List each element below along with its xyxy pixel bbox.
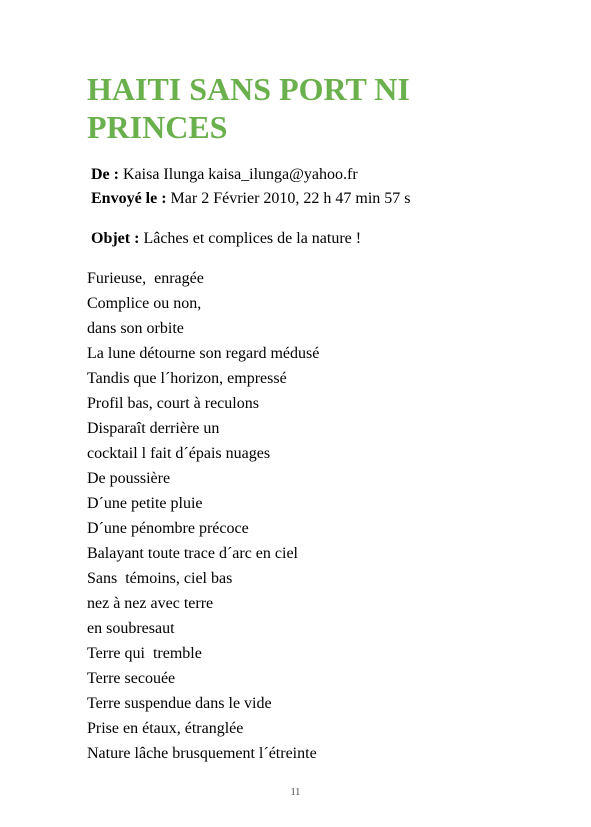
poem-line: Prise en étaux, étranglée xyxy=(87,720,244,737)
poem-line: D´une pénombre précoce xyxy=(87,520,249,537)
poem-line: Terre secouée xyxy=(87,670,176,687)
header-sent-row xyxy=(91,187,561,211)
from-value: Kaisa Ilunga kaisa_ilunga@yahoo.fr xyxy=(122,166,358,183)
page-title: HAITI SANS PORT NI PRINCES xyxy=(87,71,410,145)
poem-line: Furieuse, enragée xyxy=(87,270,204,287)
poem-line: Profil bas, court à reculons xyxy=(87,395,259,412)
poem-line: Terre qui tremble xyxy=(87,645,202,662)
poem-line: en soubresaut xyxy=(87,620,175,637)
poem-line: Complice ou non, xyxy=(87,295,202,312)
subject-value: Lâches et complices de la nature ! xyxy=(143,230,362,247)
poem-line: Sans témoins, ciel bas xyxy=(87,570,233,587)
poem-line: dans son orbite xyxy=(87,320,184,337)
header-from-row xyxy=(91,163,561,187)
poem-line: Terre suspendue dans le vide xyxy=(87,695,272,712)
subject-label: Objet : xyxy=(91,230,140,247)
poem-line: Balayant toute trace d´arc en ciel xyxy=(87,545,298,562)
page-number: 11 xyxy=(290,787,301,798)
email-header xyxy=(91,163,561,251)
sent-value: Mar 2 Février 2010, 22 h 47 min 57 s xyxy=(170,190,411,207)
poem-line: Nature lâche brusquement l´étreinte xyxy=(87,745,317,762)
poem-line: De poussière xyxy=(87,470,171,487)
poem-line: nez à nez avec terre xyxy=(87,595,214,612)
sent-label: Envoyé le : xyxy=(91,190,167,207)
poem-body xyxy=(87,266,547,766)
poem-line: cocktail l fait d´épais nuages xyxy=(87,445,271,462)
poem-line: Disparaît derrière un xyxy=(87,420,220,437)
poem-line: D´une petite pluie xyxy=(87,495,203,512)
poem-line: La lune détourne son regard médusé xyxy=(87,345,320,362)
header-subject-row xyxy=(91,227,561,251)
poem-line: Tandis que l´horizon, empressé xyxy=(87,370,287,387)
from-label: De : xyxy=(91,166,119,183)
